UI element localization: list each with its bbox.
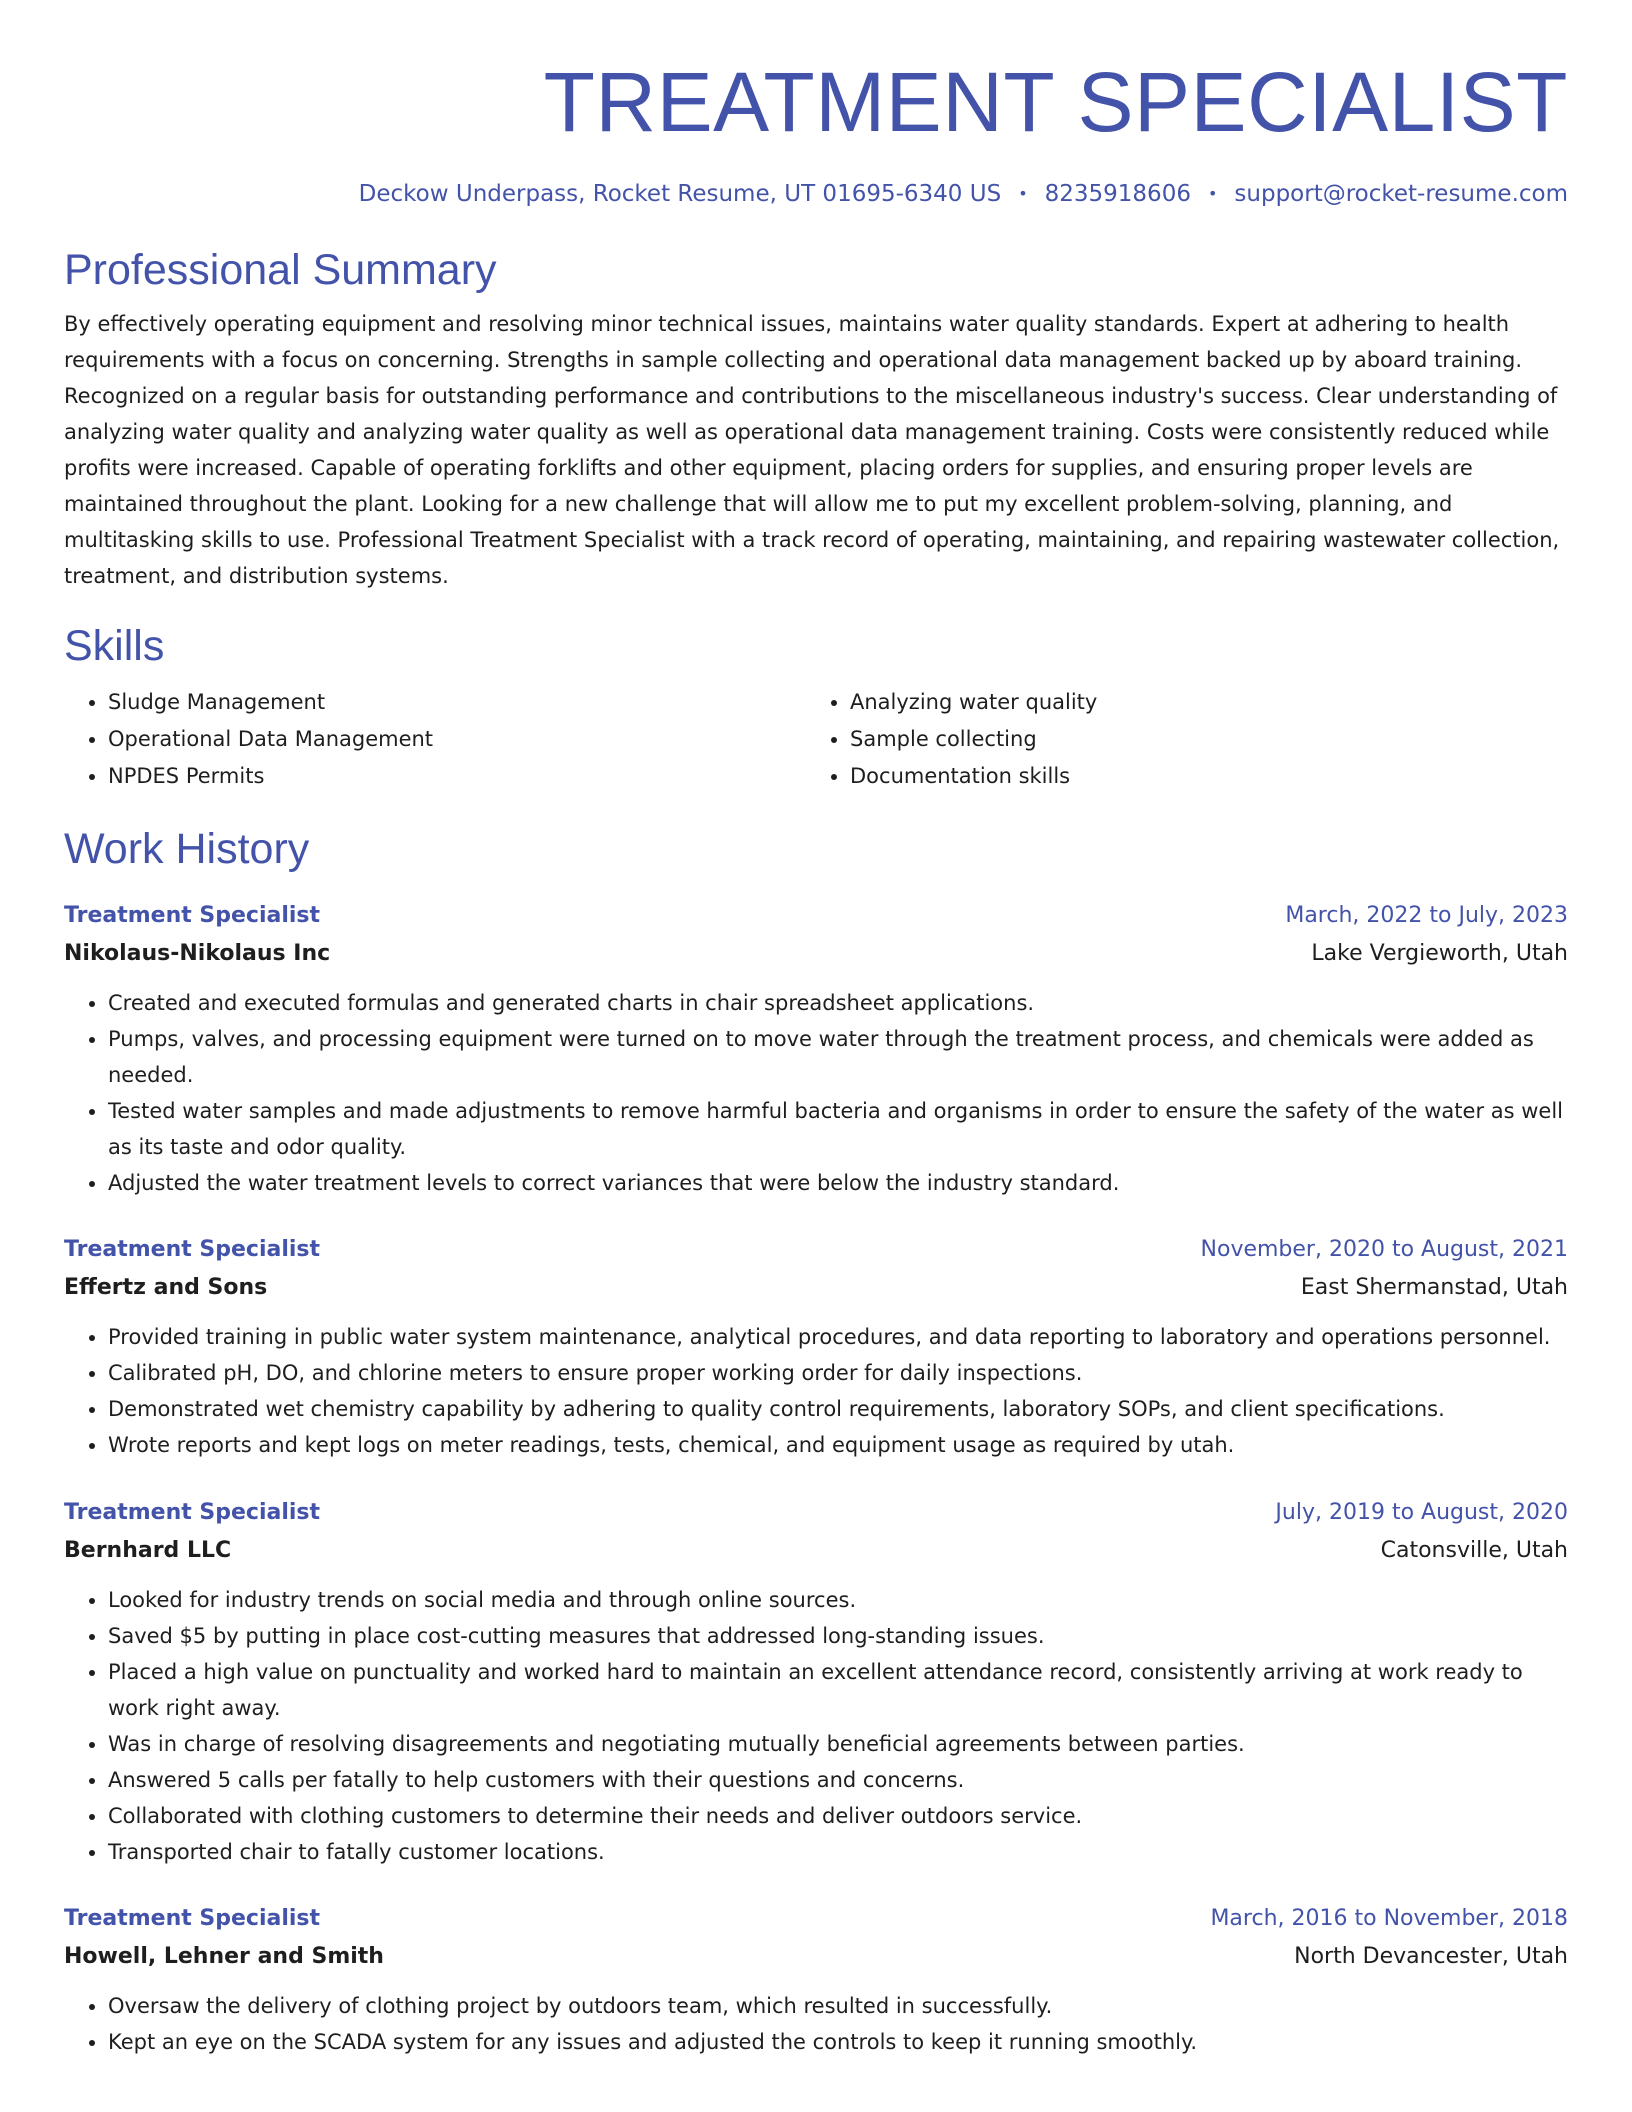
job-bullet: • Demonstrated wet chemistry capability by adhering to quality control requirements, laboratory SOPs, and client specifications. (108, 1391, 1568, 1427)
job-company: Bernhard LLC (64, 1538, 232, 1563)
job-location: East Shermanstad, Utah (1300, 1275, 1568, 1300)
job-company: Howell, Lehner and Smith (64, 1944, 384, 1969)
job-header-row (64, 1900, 1568, 1938)
job-entry (64, 1494, 1568, 1870)
contact-address: Deckow Underpass, Rocket Resume, UT 01695-6340 US (358, 181, 1002, 207)
job-company: Nikolaus-Nikolaus Inc (64, 941, 331, 966)
job-bullets (64, 985, 1568, 1201)
skills-column-left (64, 684, 806, 795)
job-bullet: • Created and executed formulas and generated charts in chair spreadsheet applications. (108, 985, 1568, 1021)
job-bullet: • Pumps, valves, and processing equipment were turned on to move water through the treatment process, and chemicals were added as needed. (108, 1021, 1568, 1093)
job-bullet: • Wrote reports and kept logs on meter readings, tests, chemical, and equipment usage as required by utah. (108, 1427, 1568, 1463)
skills-heading: Skills (64, 622, 165, 670)
contact-separator: • (1207, 184, 1218, 203)
skill-item: • Operational Data Management (108, 721, 806, 758)
job-location: Lake Vergieworth, Utah (1311, 941, 1568, 966)
job-bullet: • Transported chair to fatally customer locations. (108, 1834, 1568, 1870)
job-bullets (64, 1582, 1568, 1870)
job-bullet: • Was in charge of resolving disagreements and negotiating mutually beneficial agreements between parties. (108, 1726, 1568, 1762)
job-entry (64, 1231, 1568, 1463)
job-bullet: • Placed a high value on punctuality and worked hard to maintain an excellent attendance record, consistently arriving at work ready to work right away. (108, 1654, 1568, 1726)
skill-item: • Analyzing water quality (850, 684, 1550, 721)
job-company-row (64, 1269, 1568, 1307)
summary-text: By effectively operating equipment and resolving minor technical issues, maintains water quality standards. Expert at adhering to health requirements with a focus on concerning. Strengths in sample collecting and operational data management backed up by aboard training. Recognized on a regular basis for outstanding performance and contributions to the miscellaneous industry's success. Clear understanding of analyzing water quality and analyzing water quality as well as operational data management training. Costs were consistently reduced while profits were increased. Capable of operating forklifts and other equipment, placing orders for supplies, and ensuring proper levels are maintained throughout the plant. Looking for a new challenge that will allow me to put my excellent problem-solving, planning, and multitasking skills to use. Professional Treatment Specialist with a track record of operating, maintaining, and repairing wastewater collection, treatment, and distribution systems. (64, 312, 1560, 588)
job-title: Treatment Specialist (64, 903, 321, 928)
job-bullet: • Tested water samples and made adjustments to remove harmful bacteria and organisms in order to ensure the safety of the water as well as its taste and odor quality. (108, 1093, 1568, 1165)
job-company-row (64, 1532, 1568, 1570)
job-location: North Devancester, Utah (1294, 1944, 1568, 1969)
skill-item: • Documentation skills (850, 758, 1550, 795)
skills-column-right (806, 684, 1550, 795)
job-title: Treatment Specialist (64, 1906, 321, 1931)
job-bullet: • Oversaw the delivery of clothing project by outdoors team, which resulted in successfully. (108, 1988, 1568, 2024)
job-header-row (64, 897, 1568, 935)
skill-item: • Sample collecting (850, 721, 1550, 758)
job-bullets (64, 1319, 1568, 1463)
job-bullet: • Answered 5 calls per fatally to help customers with their questions and concerns. (108, 1762, 1568, 1798)
job-location: Catonsville, Utah (1380, 1538, 1568, 1563)
job-bullet: • Adjusted the water treatment levels to correct variances that were below the industry standard. (108, 1165, 1568, 1201)
job-entry (64, 1900, 1568, 2060)
contact-separator: • (1018, 184, 1028, 203)
skill-item: • Sludge Management (108, 684, 806, 721)
work-history-heading: Work History (64, 825, 310, 873)
job-bullet: • Kept an eye on the SCADA system for any issues and adjusted the controls to keep it running smoothly. (108, 2024, 1568, 2060)
resume-title: TREATMENT SPECIALIST (543, 55, 1568, 149)
job-dates: March, 2022 to July, 2023 (1285, 903, 1568, 928)
job-bullet: • Looked for industry trends on social media and through online sources. (108, 1582, 1568, 1618)
contact-email[interactable]: support@rocket-resume.com (1234, 181, 1568, 207)
job-bullets (64, 1988, 1568, 2060)
job-dates: March, 2016 to November, 2018 (1210, 1906, 1568, 1931)
job-company: Effertz and Sons (64, 1275, 268, 1300)
resume-page (64, 0, 1568, 2060)
job-dates: November, 2020 to August, 2021 (1200, 1237, 1568, 1262)
job-bullet: • Saved $5 by putting in place cost-cutting measures that addressed long-standing issues. (108, 1618, 1568, 1654)
contact-phone: 8235918606 (1044, 181, 1191, 207)
job-bullet: • Calibrated pH, DO, and chlorine meters to ensure proper working order for daily inspections. (108, 1355, 1568, 1391)
job-title: Treatment Specialist (64, 1500, 321, 1525)
job-bullet: • Collaborated with clothing customers to determine their needs and deliver outdoors service. (108, 1798, 1568, 1834)
skills-list (64, 684, 1568, 795)
job-company-row (64, 935, 1568, 973)
summary-heading: Professional Summary (64, 246, 497, 294)
job-bullet: • Provided training in public water system maintenance, analytical procedures, and data reporting to laboratory and operations personnel. (108, 1319, 1568, 1355)
contact-line (64, 178, 1568, 210)
job-dates: July, 2019 to August, 2020 (1275, 1500, 1568, 1525)
job-title: Treatment Specialist (64, 1237, 321, 1262)
job-header-row (64, 1231, 1568, 1269)
job-entry (64, 897, 1568, 1201)
job-company-row (64, 1938, 1568, 1976)
job-header-row (64, 1494, 1568, 1532)
skill-item: • NPDES Permits (108, 758, 806, 795)
